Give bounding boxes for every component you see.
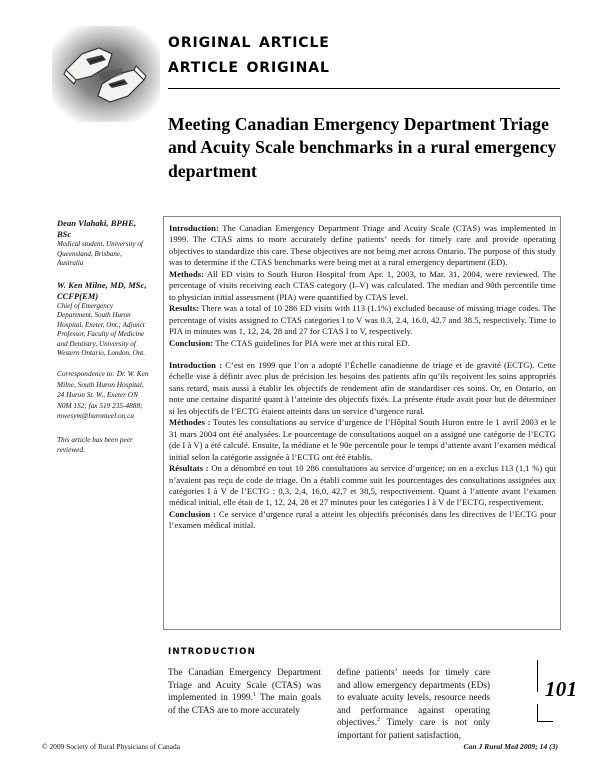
body-right-text-b: Timely care is not only important for patient satisfaction, xyxy=(337,718,490,741)
abstract-fr-conclusion-text: Ce service d’urgence rural a atteint les objectifs préconisés dans les directives de l’ECTG pour l’examen médical initial. xyxy=(169,508,556,531)
article-kicker xyxy=(168,28,560,78)
author-1-name: Dean Vlahaki, BPHE, BSc xyxy=(57,219,137,240)
body-left-text-a: The Canadian Emergency Department Triage and Acuity Scale (CTAS) was implemented in 1999. xyxy=(168,668,321,704)
abstract-en-introduction-text: The Canadian Emergency Department Triage and Acuity Scale (CTAS) was implemented in 1999. The CTAS aims to more accurately define patients’ needs for timely care and provide operating objectives to standardize this care. These objectives are not being met across Ontario. The purpose of this study was to determine if the CTAS benchmarks were being met at a rural emergency department (ED). xyxy=(169,223,556,268)
abstract-en-conclusion-text: The CTAS guidelines for PIA were met at this rural ED. xyxy=(213,337,410,348)
abstract-en-conclusion xyxy=(169,338,556,349)
body-columns xyxy=(168,667,490,743)
footer-journal-citation: Can J Rural Med 2009; 14 (3) xyxy=(463,742,558,751)
abstract-language-separator xyxy=(169,349,556,360)
abstract-en-introduction-label: Introduction: xyxy=(169,223,219,233)
abstract-fr-methods-label: Méthodes : xyxy=(169,417,211,428)
header-divider xyxy=(168,88,560,89)
abstract-en-results-text: There was a total of 10 286 ED visits with 113 (1.1%) excluded because of missing triage codes. The percentage of visits assigned to CTAS categories I to V was 0.3, 2.4, 16.0, 42.7 and 38.5, respectively. Time to PIA in minutes was 1, 12, 24, 28 and 27 for CTAS I to V, respectively. xyxy=(169,303,556,337)
abstract-en-methods xyxy=(169,269,556,303)
abstract-en-results-label: Results: xyxy=(169,303,199,314)
footer-copyright: © 2009 Society of Rural Physicians of Canada xyxy=(42,742,181,751)
abstract-fr-results xyxy=(169,463,556,509)
abstract-en-methods-label: Methods: xyxy=(169,268,205,279)
abstract-fr-results-text: On a dénombré en tout 10 286 consultations au service d’urgence; on en a exclus 113 (1,1 %) qui n’avaient pas reçu de code de triage. On a établi comme suit les pourcentages des consultations assignées aux catégories I à V de l’ECTG : 0,3, 2,4, 16,0, 42,7 et 38,5, respectivement. Quant à l’attente avant l’examen médical initial, elle était de 1, 12, 24, 28 et 27 minutes pour les catégories I à V de l’ECTG, respectivement. xyxy=(169,463,557,508)
page-number: 101 xyxy=(545,677,578,701)
author-2-name: W. Ken Milne, MD, MSc, CCFP(EM) xyxy=(57,280,147,301)
section-heading-introduction: INTRODUCTION xyxy=(168,647,256,657)
citation-ref-1: 1 xyxy=(252,691,257,699)
folio-corner-vertical xyxy=(537,704,538,722)
abstract-en-methods-text: All ED visits to South Huron Hospital from Apr. 1, 2003, to Mar. 31, 2004, were reviewed. The percentage of visits receiving each CTAS category (I–V) was calculated. The median and 90th percentile time to physician initial assessment (PIA) were quantified by CTAS level. xyxy=(169,268,556,302)
peer-review-note: This article has been peer reviewed. xyxy=(57,434,133,454)
author-1-affiliation: Medical student, University of Queensland, Brisbane, Australia xyxy=(57,240,143,268)
folio-corner-horizontal xyxy=(537,721,553,722)
correspondence-block: Correspondence to: Dr. W. Ken Milne, South Huron Hospital, 24 Huron St. W., Exeter ON N0M 1S2; fax 519 235-4888; mwesym@huronteel.on.ca xyxy=(57,369,149,421)
abstract-fr-introduction-text: C’est en 1999 que l’on a adopté l’Échelle canadienne de triage et de gravité (ECTG). Cette échelle vise à définir avec plus de précision les besoins des patients afin qu’ils reçoivent les soins appropriés sans retard, mais aussi à établir les objectifs de rendement afin de standardiser ces soins. Or, en Ontario, on note une certaine disparité quant à l’atteinte des objectifs fixés. La présente étude avait pour but de déterminer si les objectifs de l’ECTG étaient atteints dans un service d’urgence rural. xyxy=(169,359,556,416)
clasped-hands-icon xyxy=(52,26,160,122)
page-title: Meeting Canadian Emergency Department Triage and Acuity Scale benchmarks in a rural emergency department xyxy=(168,113,557,181)
abstract-fr-methods xyxy=(169,417,556,463)
body-column-left xyxy=(168,667,321,743)
abstract-fr-introduction xyxy=(169,360,556,417)
kicker-line-french: article original xyxy=(168,54,330,77)
folio-rule xyxy=(537,660,538,692)
abstract-fr-conclusion-label: Conclusion : xyxy=(169,508,217,519)
abstract-en-results xyxy=(169,303,556,337)
author-sidebar xyxy=(57,218,149,455)
abstract-en-conclusion-label: Conclusion: xyxy=(169,337,214,348)
body-column-right xyxy=(337,667,490,743)
abstract-content xyxy=(169,223,556,532)
body-left-text-b: The main goals of the CTAS are to more accurately xyxy=(168,693,321,716)
abstract-fr-conclusion xyxy=(169,509,556,532)
abstract-fr-introduction-label: Introduction : xyxy=(169,359,223,370)
kicker-line-english: original article xyxy=(168,29,330,52)
abstract-fr-results-label: Résultats : xyxy=(169,463,209,474)
abstract-fr-methods-text: Toutes les consultations au service d’urgence de l’Hôpital South Huron entre le 1 avril 2003 et le 31 mars 2004 ont été analysées. Le pourcentage de consultations auquel on a assigné une catégorie de l’ECTG (de I à V) a été calculé. Ensuite, la médiane et le 90e percentile pour le temps d’attente avant l’examen médical initial selon la catégorie assignée à l’ECTG ont été établis. xyxy=(169,417,556,462)
article-illustration xyxy=(52,26,160,122)
abstract-en-introduction xyxy=(169,223,556,269)
citation-ref-2: 2 xyxy=(377,716,381,724)
author-2-affiliation: Chief of Emergency Department, South Huron Hospital, Exeter, Ont.; Adjunct Professor, Faculty of Medicine and Dentistry, University of Western Ontario, London, Ont. xyxy=(57,302,146,358)
body-right-text-a: define patients’ needs for timely care and allow emergency departments (EDs) to evaluate acuity levels, resource needs and performance against operating objectives. xyxy=(337,668,490,729)
